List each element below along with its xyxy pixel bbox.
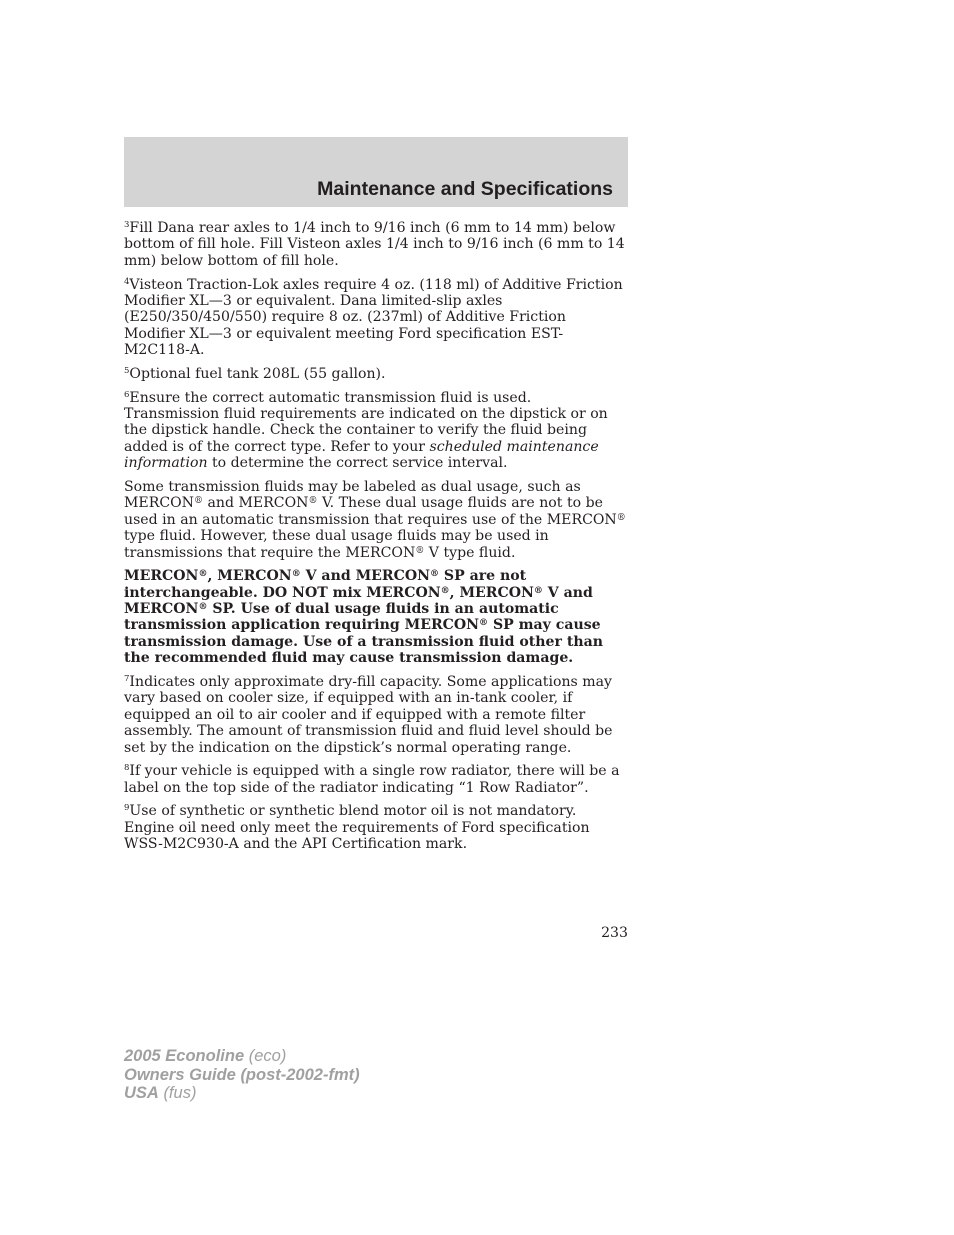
- warning-text: MERCON: [124, 568, 199, 585]
- registered-mark: ®: [533, 585, 543, 596]
- footnote-text: Use of synthetic or synthetic blend motor oil is not mandatory. Engine oil need only meet the requirements of Ford specification WSS-M2C930-A and the API Certification mark.: [124, 803, 590, 853]
- footer-line-2: [124, 1066, 360, 1085]
- warning-text: , MERCON: [207, 568, 292, 585]
- footnote-7: [124, 674, 628, 756]
- warning-text: , MERCON: [449, 584, 534, 601]
- footnote-text: Fill Dana rear axles to 1/4 inch to 9/16 inch (6 mm to 14 mm) below bottom of fill hole. Fill Visteon axles 1/4 inch to 9/16 inch (6 mm to 14 mm) below bottom of fill hole.: [124, 220, 625, 269]
- footer-line-3: [124, 1084, 360, 1103]
- footnote-8: [124, 763, 628, 796]
- page-content: [124, 220, 628, 860]
- footnote-marker: 6: [124, 389, 130, 400]
- footer-guide-type: Owners Guide (post-2002-fmt): [124, 1065, 360, 1084]
- footnote-text: Visteon Traction-Lok axles require 4 oz. (118 ml) of Additive Friction Modifier XL—3 or equivalent. Dana limited-slip axles (E250/350/450/550) require 8 oz. (237ml) of Additive Friction Modifier XL—3 or equivalent meeting Ford specification EST-M2C118-A.: [124, 276, 623, 359]
- footnote-6: [124, 390, 628, 472]
- warning-text: V and MERCON: [300, 568, 431, 585]
- footnote-9: [124, 803, 628, 852]
- footnote-marker: 7: [124, 673, 130, 684]
- registered-mark: ®: [198, 602, 208, 613]
- footnote-marker: 3: [124, 220, 130, 230]
- registered-mark: ®: [479, 618, 489, 629]
- section-header-band: [124, 137, 628, 207]
- warning-text: SP may cause transmission damage. Use of a transmission fluid other than the recommended fluid may cause transmission damage.: [124, 617, 603, 667]
- section-title: Maintenance and Specifications: [317, 178, 613, 200]
- registered-mark: ®: [308, 496, 318, 507]
- footnote-marker: 8: [124, 763, 130, 774]
- registered-mark: ®: [291, 569, 301, 580]
- footnote-marker: 5: [124, 365, 130, 376]
- mercon-warning: [124, 568, 628, 666]
- registered-mark: ®: [430, 569, 440, 580]
- footer-line-1: [124, 1047, 360, 1066]
- footnote-marker: 9: [124, 803, 130, 814]
- footnote-text: Indicates only approximate dry-fill capacity. Some applications may vary based on cooler size, if equipped with an in-tank cooler, if equipped an oil to air cooler and if equipped with a remote filter assembly. The amount of transmission fluid and fluid level should be set by the indication on the dipstick’s normal operating range.: [124, 673, 613, 756]
- dual-usage-text: V type fluid.: [424, 544, 516, 561]
- footnote-marker: 4: [124, 276, 130, 287]
- registered-mark: ®: [415, 545, 425, 556]
- warning-text: SP. Use of dual usage fluids in an automatic transmission application requiring MERCON: [124, 601, 559, 634]
- footnote-5: [124, 366, 628, 382]
- registered-mark: ®: [194, 496, 204, 507]
- footnote-text-end: to determine the correct service interval.: [207, 455, 508, 472]
- footnote-3: [124, 220, 628, 269]
- scheduled-maintenance-reference: scheduled maintenance information: [124, 438, 599, 472]
- footnote-text: Optional fuel tank 208L (55 gallon).: [129, 365, 386, 382]
- page-number: 233: [601, 925, 628, 941]
- footnote-text: If your vehicle is equipped with a single row radiator, there will be a label on the top side of the radiator indicating “1 Row Radiator”.: [124, 763, 620, 796]
- footer-market-code: (fus): [163, 1084, 197, 1102]
- footer-model: 2005 Econoline: [124, 1047, 245, 1065]
- warning-text: V and MERCON: [124, 584, 593, 618]
- footer-model-code: (eco): [248, 1047, 287, 1065]
- warning-text: SP are not interchangeable. DO NOT mix MERCON: [124, 568, 527, 601]
- dual-usage-text: Some transmission fluids may be labeled as dual usage, such as MERCON: [124, 478, 581, 512]
- registered-mark: ®: [616, 512, 626, 523]
- document-footer: [124, 1047, 360, 1103]
- dual-usage-text: V. These dual usage fluids are not to be used in an automatic transmission that requires use of the MERCON: [124, 495, 617, 528]
- footnote-text: Ensure the correct automatic transmission fluid is used. Transmission fluid requirements are indicated on the dipstick or on the dipstick handle. Check the container to verify the fluid being added is of the correct type. Refer to your: [124, 389, 608, 455]
- dual-usage-text: and MERCON: [203, 495, 309, 512]
- dual-usage-fluid-paragraph: [124, 479, 628, 561]
- footer-market: USA: [124, 1084, 159, 1102]
- registered-mark: ®: [440, 585, 450, 596]
- footnote-4: [124, 277, 628, 359]
- dual-usage-text: type fluid. However, these dual usage fluids may be used in transmissions that require the MERCON: [124, 528, 549, 561]
- registered-mark: ®: [198, 569, 208, 580]
